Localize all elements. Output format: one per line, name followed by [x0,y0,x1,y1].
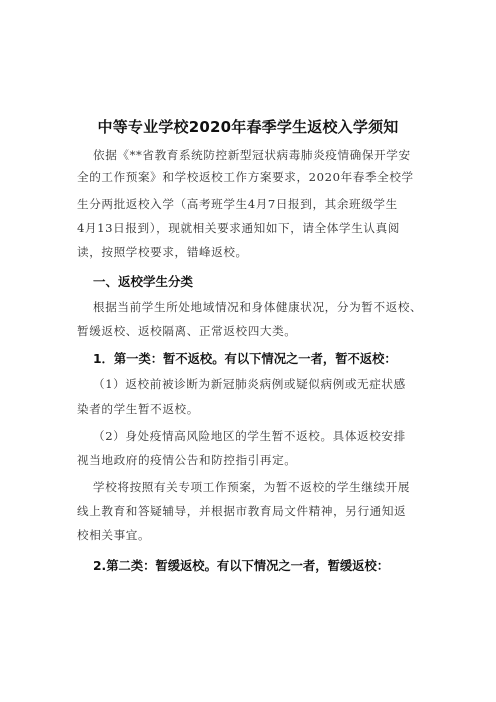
note-line-3: 校相关事宜。 [77,528,151,542]
item-2-line-1: （2）身处疫情高风险地区的学生暂不返校。具体返校安排 [93,429,406,443]
item-1-line-2: 染者的学生暂不返校。 [77,402,199,416]
intro-line-3: 生分两批返校入学（高考班学生4月7日报到，其余班级学生 [77,197,398,211]
subsection-1-heading: 1．第一类：暂不返校。有以下情况之一者，暂不返校： [93,352,397,366]
intro-line-2: 全的工作预案》和学校返校工作方案要求，2020年春季全校学 [77,170,414,184]
intro-line-1: 依据《**省教育系统防控新型冠状病毒肺炎疫情确保开学安 [93,148,411,162]
subsection-2-heading: 2.第二类：暂缓返校。有以下情况之一者，暂缓返校： [93,559,390,573]
section-1-heading: 一、返校学生分类 [93,274,194,289]
item-1-line-1: （1）返校前被诊断为新冠肺炎病例或疑似病例或无症状感 [93,377,406,391]
section-1-para-line-1: 根据当前学生所处地域情况和身体健康状况，分为暂不返校、 [93,300,423,314]
note-line-1: 学校将按照有关专项工作预案，为暂不返校的学生继续开展 [93,480,411,494]
item-2-line-2: 视当地政府的疫情公告和防控指引再定。 [77,453,297,467]
section-1-para-line-2: 暂缓返校、返校隔离、正常返校四大类。 [77,324,297,338]
intro-line-4: 4月13日报到），现就相关要求通知如下，请全体学生认真阅 [77,221,400,235]
note-line-2: 线上教育和答疑辅导，并根据市教育局文件精神，另行通知返 [77,504,407,518]
document-title: 中等专业学校2020年春季学生返校入学须知 [97,118,399,136]
intro-line-5: 读，按照学校要求，错峰返校。 [77,245,248,259]
